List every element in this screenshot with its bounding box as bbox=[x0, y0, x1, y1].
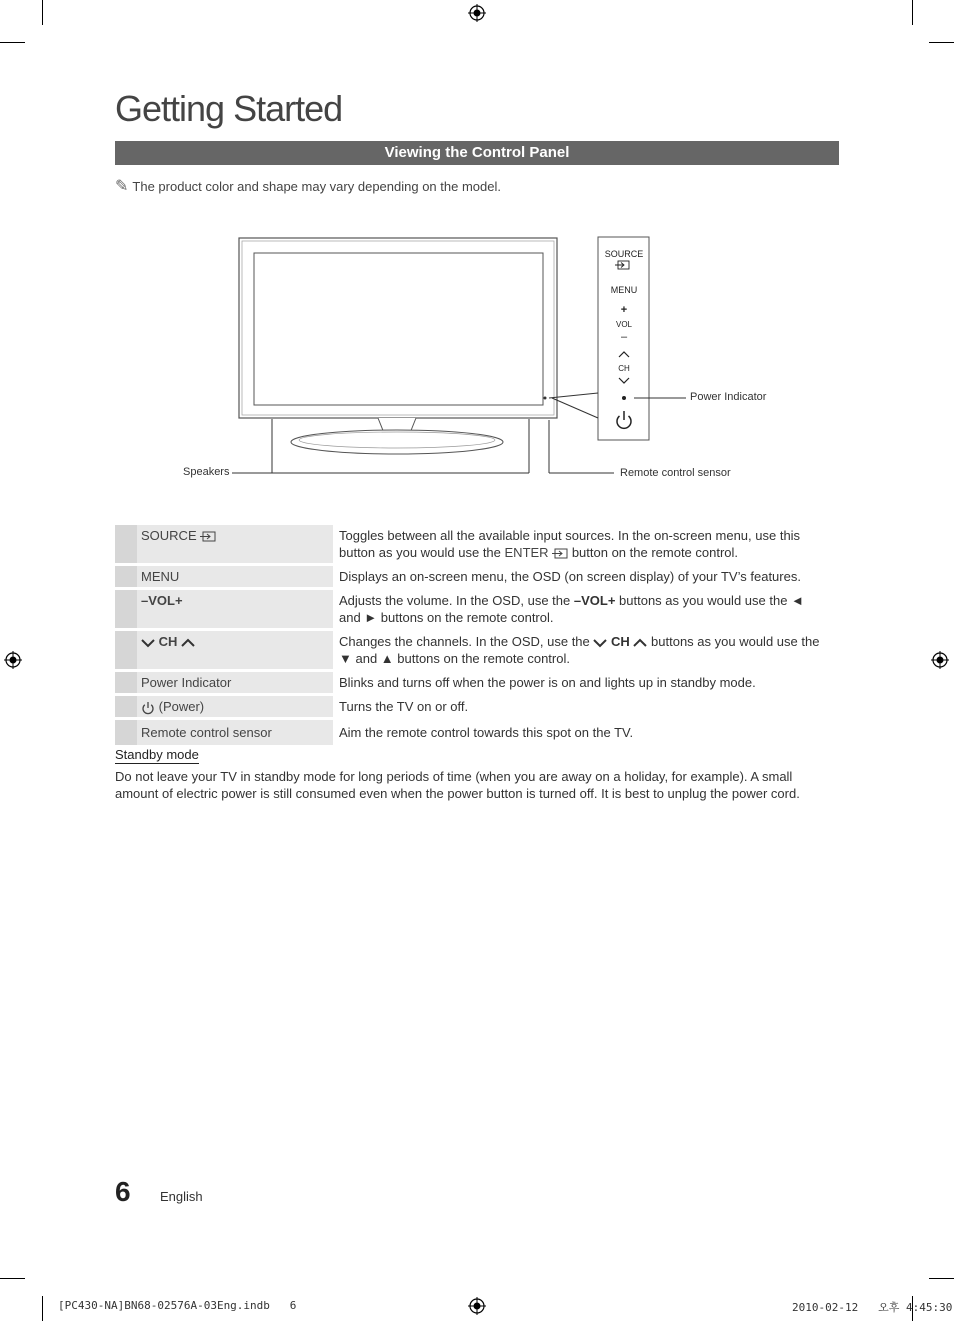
crop-mark bbox=[42, 1296, 43, 1321]
panel-vol-minus: – bbox=[620, 331, 628, 343]
table-row bbox=[115, 590, 839, 628]
power-icon bbox=[141, 701, 155, 715]
note-text: The product color and shape may vary depending on the model. bbox=[132, 179, 501, 194]
enter-icon bbox=[552, 548, 568, 559]
row-key: CH bbox=[137, 631, 333, 669]
page-title: Getting Started bbox=[115, 88, 343, 129]
registration-mark-icon bbox=[468, 1297, 486, 1315]
registration-mark-icon bbox=[4, 651, 22, 669]
chevron-down-icon bbox=[141, 638, 155, 648]
chevron-up-icon bbox=[181, 638, 195, 648]
table-row bbox=[115, 720, 839, 745]
power-indicator-dot bbox=[622, 396, 626, 400]
crop-mark bbox=[929, 1278, 954, 1279]
standby-heading: Standby mode bbox=[115, 747, 199, 762]
chevron-down-icon bbox=[593, 638, 607, 648]
section-header: Viewing the Control Panel bbox=[115, 141, 839, 165]
enter-icon bbox=[200, 531, 216, 542]
tv-control-panel-diagram bbox=[0, 0, 954, 500]
row-description: Toggles between all the available input sources. In the on-screen menu, use this button as you would use the ENTER button on the remote control. bbox=[339, 528, 801, 560]
table-row bbox=[115, 672, 839, 693]
registration-mark-icon bbox=[931, 651, 949, 669]
page-number: 6 bbox=[115, 1176, 131, 1207]
callout-speakers: Speakers bbox=[183, 466, 230, 478]
row-key: –VOL+ bbox=[137, 590, 333, 628]
controls-table bbox=[115, 522, 839, 748]
table-row bbox=[115, 525, 839, 563]
table-row bbox=[115, 566, 839, 587]
row-description: Blinks and turns off when the power is on and lights up in standby mode. bbox=[339, 675, 756, 690]
row-description: Aim the remote control towards this spot on the TV. bbox=[339, 725, 634, 740]
row-key: Power Indicator bbox=[137, 672, 333, 693]
row-description: Turns the TV on or off. bbox=[339, 699, 469, 714]
row-key: Remote control sensor bbox=[137, 720, 333, 745]
tv-screen bbox=[254, 253, 543, 405]
row-description: Adjusts the volume. In the OSD, use the –VOL+ buttons as you would use the ◄ and ► buttons on the remote control. bbox=[339, 593, 804, 625]
standby-text: Do not leave your TV in standby mode for long periods of time (when you are away on a holiday, for example). A small amount of electric power is still consumed even when the power button is turned off. It is best to unplug the power cord. bbox=[115, 769, 800, 801]
row-description: Changes the channels. In the OSD, use the CH buttons as you would use the ▼ and ▲ buttons on the remote control. bbox=[339, 634, 820, 666]
table-row bbox=[115, 696, 839, 717]
row-key: MENU bbox=[137, 566, 333, 587]
chevron-up-icon bbox=[633, 638, 647, 648]
panel-vol-label: VOL bbox=[615, 320, 633, 329]
row-key: SOURCE bbox=[137, 525, 333, 563]
row-key: (Power) bbox=[137, 696, 333, 717]
footer-timestamp: 2010-02-12 오후 4:45:30 bbox=[792, 1301, 953, 1314]
panel-ch-label: CH bbox=[618, 364, 630, 373]
pencil-note-icon: ✎ bbox=[115, 178, 129, 195]
footer-file-info: [PC430-NA]BN68-02576A-03Eng.indb 6 bbox=[58, 1299, 297, 1312]
crop-mark bbox=[0, 1278, 25, 1279]
callout-power-indicator: Power Indicator bbox=[690, 391, 767, 403]
tv-stand-base bbox=[291, 430, 503, 454]
panel-source-label: SOURCE bbox=[604, 249, 644, 259]
callout-remote-sensor: Remote control sensor bbox=[620, 467, 731, 479]
row-description: Displays an on-screen menu, the OSD (on screen display) of your TV’s features. bbox=[339, 569, 801, 584]
page-language: English bbox=[160, 1189, 203, 1204]
table-row bbox=[115, 631, 839, 669]
panel-vol-plus: + bbox=[620, 304, 628, 316]
panel-menu-label: MENU bbox=[610, 285, 638, 295]
